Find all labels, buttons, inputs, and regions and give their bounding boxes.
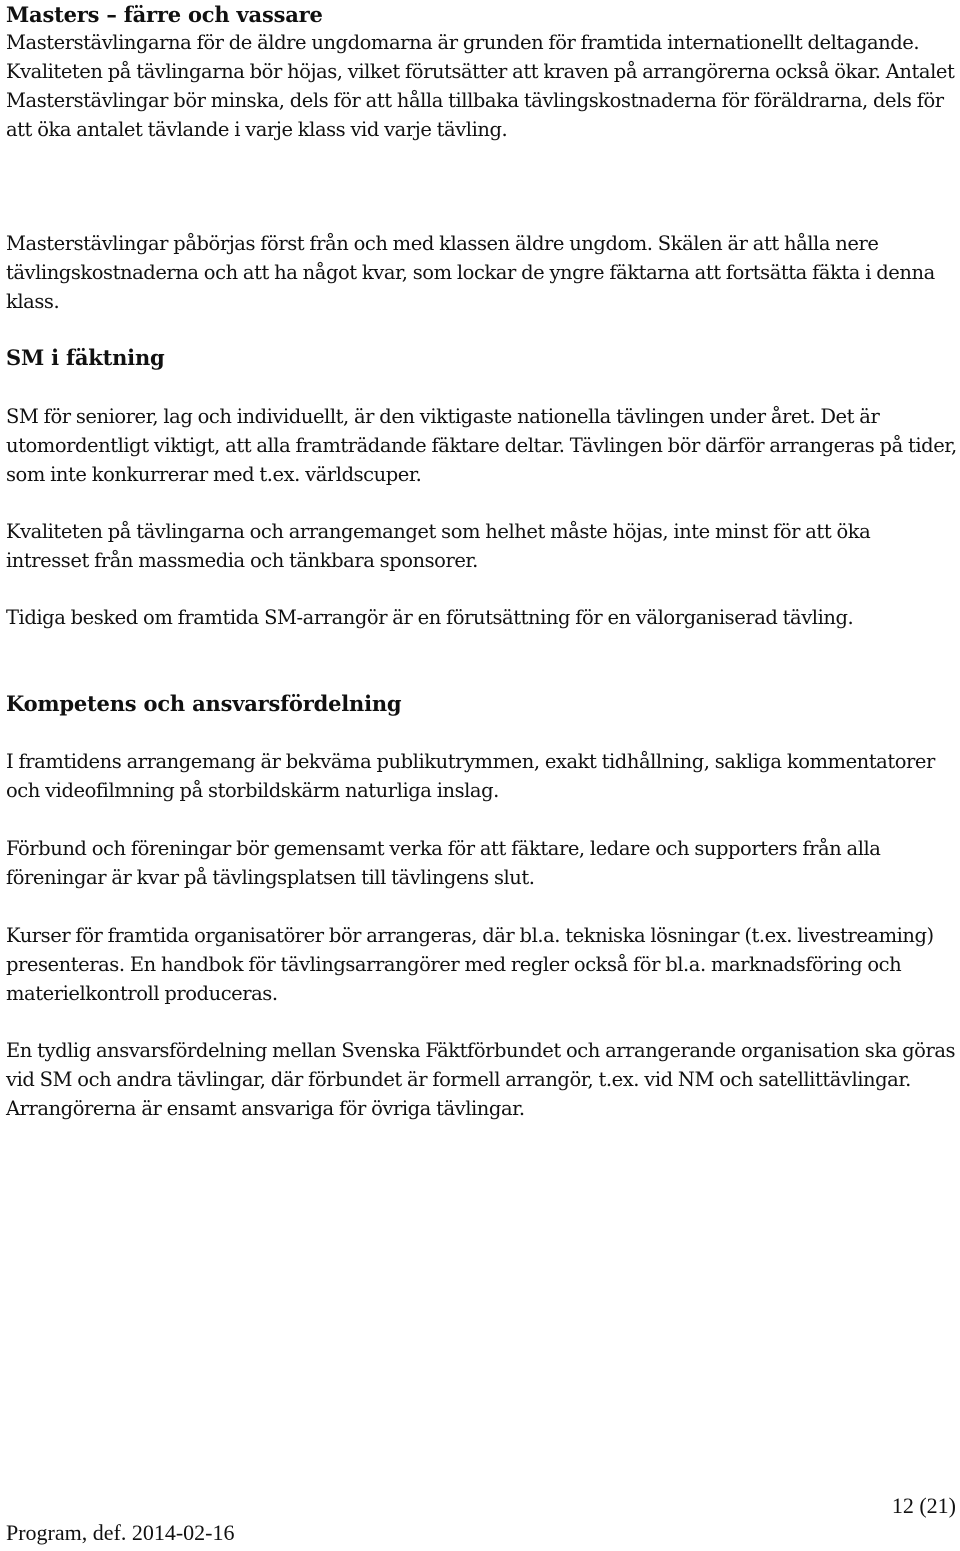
sm-paragraph-1: SM för seniorer, lag och individuellt, är den viktigaste nationella tävlingen under året. Det är utomordentligt viktigt, att alla framträdande fäktare deltar. Tävlingen bör därför arrangeras på tider, som inte konkurrerar med t.ex. världscuper.: [6, 405, 957, 486]
page-number: 12 (21): [891, 1493, 956, 1518]
kompetens-paragraph-3: Kurser för framtida organisatörer bör arrangeras, där bl.a. tekniska lösningar (t.ex. livestreaming) presenteras. En handbok för tävlingsarrangörer med regler också för bl.a. marknadsföring och materielkontroll produceras.: [6, 924, 934, 1005]
kompetens-paragraph-2: Förbund och föreningar bör gemensamt verka för att fäktare, ledare och supporters från alla föreningar är kvar på tävlingsplatsen till tävlingens slut.: [6, 837, 881, 889]
sm-paragraph-3: Tidiga besked om framtida SM-arrangör är en förutsättning för en välorganiserad tävling.: [6, 606, 854, 629]
section-heading-masters: Masters – färre och vassare: [6, 2, 323, 27]
section-heading-sm: SM i fäktning: [6, 345, 165, 370]
program-footer-label: Program, def. 2014-02-16: [6, 1520, 235, 1545]
masters-paragraph-1: Masterstävlingarna för de äldre ungdomarna är grunden för framtida internationellt deltagande. Kvaliteten på tävlingarna bör höjas, vilket förutsätter att kraven på arrangörerna också ökar. Antalet Masterstävlingar bör minska, dels för att hålla tillbaka tävlingskostnaderna för föräldrarna, dels för att öka antalet tävlande i varje klass vid varje tävling.: [6, 31, 955, 141]
section-heading-kompetens: Kompetens och ansvarsfördelning: [6, 691, 402, 716]
masters-paragraph-2: Masterstävlingar påbörjas först från och med klassen äldre ungdom. Skälen är att hålla nere tävlingskostnaderna och att ha något kvar, som lockar de yngre fäktarna att fortsätta fäkta i denna klass.: [6, 232, 935, 313]
kompetens-paragraph-1: I framtidens arrangemang är bekväma publikutrymmen, exakt tidhållning, sakliga kommentatorer och videofilmning på storbildskärm naturliga inslag.: [6, 750, 935, 802]
kompetens-paragraph-4: En tydlig ansvarsfördelning mellan Svenska Fäktförbundet och arrangerande organisation ska göras vid SM och andra tävlingar, där förbundet är formell arrangör, t.ex. vid NM och satellittävlingar. Arrangörerna är ensamt ansvariga för övriga tävlingar.: [6, 1039, 956, 1120]
sm-paragraph-2: Kvaliteten på tävlingarna och arrangemanget som helhet måste höjas, inte minst för att öka intresset från massmedia och tänkbara sponsorer.: [6, 520, 871, 572]
